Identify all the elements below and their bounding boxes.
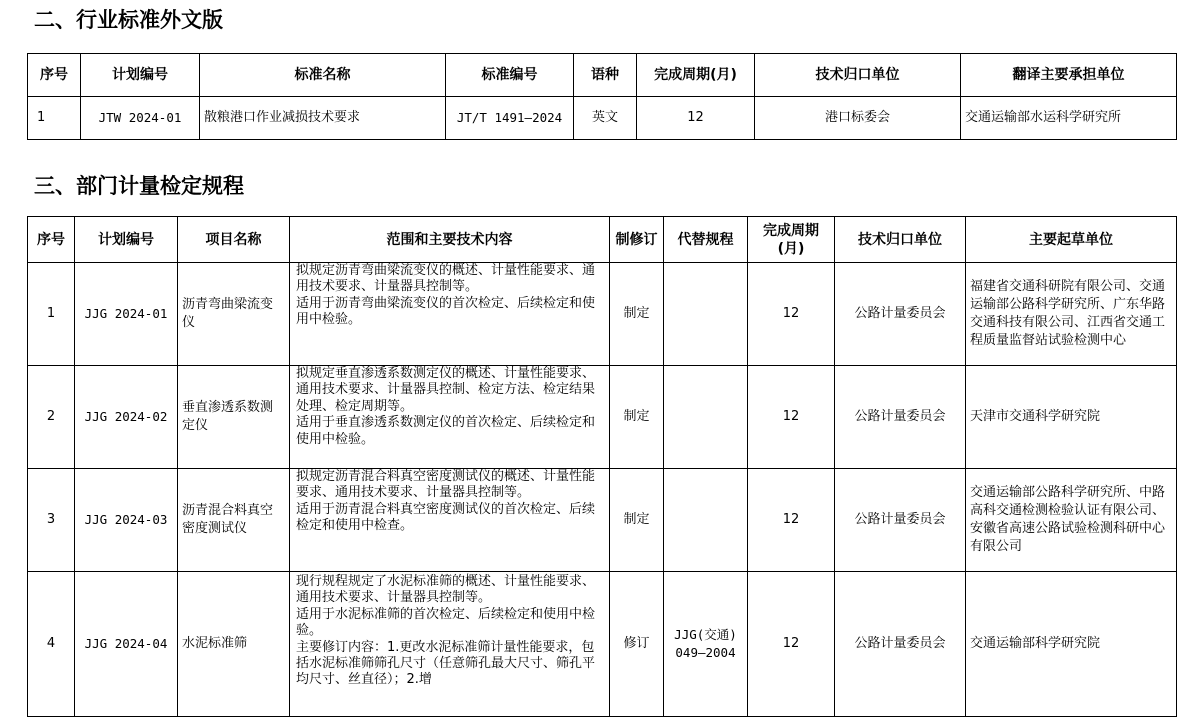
- cell-plan-no: JJG 2024-04: [75, 572, 178, 717]
- header-plan-no: 计划编号: [75, 217, 178, 263]
- cell-committee: 公路计量委员会: [835, 572, 966, 717]
- header-committee: 技术归口单位: [835, 217, 966, 263]
- scope-paragraph: 拟规定沥青弯曲梁流变仪的概述、计量性能要求、通用技术要求、计量器具控制等。: [296, 263, 596, 295]
- scope-paragraph: 适用于垂直渗透系数测定仪的首次检定、后续检定和使用中检验。: [296, 415, 596, 447]
- header-index: 序号: [28, 217, 75, 263]
- scope-paragraph: 拟规定垂直渗透系数测定仪的概述、计量性能要求、通用技术要求、计量器具控制、检定方法、检定结果处理、检定周期等。: [296, 366, 596, 414]
- cell-plan-no: JTW 2024-01: [81, 97, 200, 140]
- cell-standard-no: JT/T 1491—2024: [446, 97, 574, 140]
- cell-plan-no: JJG 2024-01: [75, 263, 178, 366]
- cell-plan-no: JJG 2024-03: [75, 469, 178, 572]
- cell-standard-name: 散粮港口作业减损技术要求: [200, 97, 446, 140]
- cell-drafters: 交通运输部科学研究院: [966, 572, 1177, 717]
- cell-project-name: 水泥标准筛: [178, 572, 290, 717]
- header-plan-no: 计划编号: [81, 54, 200, 97]
- cell-plan-no: JJG 2024-02: [75, 366, 178, 469]
- table-row: [28, 572, 1177, 717]
- table-row: [28, 366, 1177, 469]
- cell-project-name: 沥青弯曲梁流变仪: [178, 263, 290, 366]
- header-index: 序号: [28, 54, 81, 97]
- cell-cycle: 12: [637, 97, 755, 140]
- header-replaces: 代替规程: [664, 217, 748, 263]
- header-scope: 范围和主要技术内容: [290, 217, 610, 263]
- scope-paragraph: 现行规程规定了水泥标准筛的概述、计量性能要求、通用技术要求、计量器具控制等。: [296, 574, 596, 606]
- scope-paragraph: 主要修订内容：1.更改水泥标准筛计量性能要求，包括水泥标准筛筛孔尺寸（任意筛孔最大尺寸、筛孔平均尺寸、丝直径）；2.增: [296, 639, 596, 688]
- cell-index: 1: [28, 263, 75, 366]
- header-translator: 翻译主要承担单位: [961, 54, 1177, 97]
- cell-index: 4: [28, 572, 75, 717]
- translation-standards-table: [27, 53, 1177, 140]
- cell-index: 2: [28, 366, 75, 469]
- cell-scope: [290, 572, 610, 717]
- cell-scope: [290, 263, 610, 366]
- cell-revision-type: 修订: [610, 572, 664, 717]
- header-standard-no: 标准编号: [446, 54, 574, 97]
- scope-paragraph: 适用于水泥标准筛的首次检定、后续检定和使用中检验。: [296, 606, 596, 639]
- cell-committee: 公路计量委员会: [835, 469, 966, 572]
- scope-paragraph: 拟规定沥青混合料真空密度测试仪的概述、计量性能要求、通用技术要求、计量器具控制等。: [296, 469, 596, 501]
- table-row: [28, 97, 1177, 140]
- cell-drafters: 福建省交通科研院有限公司、交通运输部公路科学研究所、广东华路交通科技有限公司、江西省交通工程质量监督站试验检测中心: [966, 263, 1177, 366]
- cell-committee: 公路计量委员会: [835, 366, 966, 469]
- cell-index: 3: [28, 469, 75, 572]
- cell-replaces: [664, 263, 748, 366]
- cell-committee: 公路计量委员会: [835, 263, 966, 366]
- cell-translator: 交通运输部水运科学研究所: [961, 97, 1177, 140]
- header-cycle: 完成周期(月): [637, 54, 755, 97]
- cell-committee: 港口标委会: [755, 97, 961, 140]
- table-header-row: [28, 54, 1177, 97]
- header-language: 语种: [574, 54, 637, 97]
- cell-cycle: 12: [748, 572, 835, 717]
- cell-cycle: 12: [748, 469, 835, 572]
- cell-revision-type: 制定: [610, 366, 664, 469]
- header-standard-name: 标准名称: [200, 54, 446, 97]
- scope-paragraph: 适用于沥青混合料真空密度测试仪的首次检定、后续检定和使用中检查。: [296, 501, 596, 534]
- section-title-metrology: 三、部门计量检定规程: [34, 174, 244, 198]
- cell-replaces: JJG(交通) 049—2004: [664, 572, 748, 717]
- header-revision-type: 制修订: [610, 217, 664, 263]
- cell-drafters: 交通运输部公路科学研究所、中路高科交通检测检验认证有限公司、安徽省高速公路试验检测科研中心有限公司: [966, 469, 1177, 572]
- header-committee: 技术归口单位: [755, 54, 961, 97]
- table-header-row: [28, 217, 1177, 263]
- section-title-translation: 二、行业标准外文版: [34, 8, 223, 32]
- cell-scope: [290, 366, 610, 469]
- scope-paragraph: 适用于沥青弯曲梁流变仪的首次检定、后续检定和使用中检验。: [296, 295, 596, 328]
- cell-drafters: 天津市交通科学研究院: [966, 366, 1177, 469]
- cell-project-name: 垂直渗透系数测定仪: [178, 366, 290, 469]
- cell-replaces: [664, 469, 748, 572]
- header-cycle: 完成周期(月): [748, 217, 835, 263]
- table-row: [28, 263, 1177, 366]
- cell-scope: [290, 469, 610, 572]
- metrology-regulations-table: [27, 216, 1177, 717]
- cell-project-name: 沥青混合料真空密度测试仪: [178, 469, 290, 572]
- cell-language: 英文: [574, 97, 637, 140]
- header-project-name: 项目名称: [178, 217, 290, 263]
- cell-index: 1: [28, 97, 81, 140]
- cell-revision-type: 制定: [610, 263, 664, 366]
- table-row: [28, 469, 1177, 572]
- cell-revision-type: 制定: [610, 469, 664, 572]
- cell-replaces: [664, 366, 748, 469]
- cell-cycle: 12: [748, 366, 835, 469]
- header-drafters: 主要起草单位: [966, 217, 1177, 263]
- cell-cycle: 12: [748, 263, 835, 366]
